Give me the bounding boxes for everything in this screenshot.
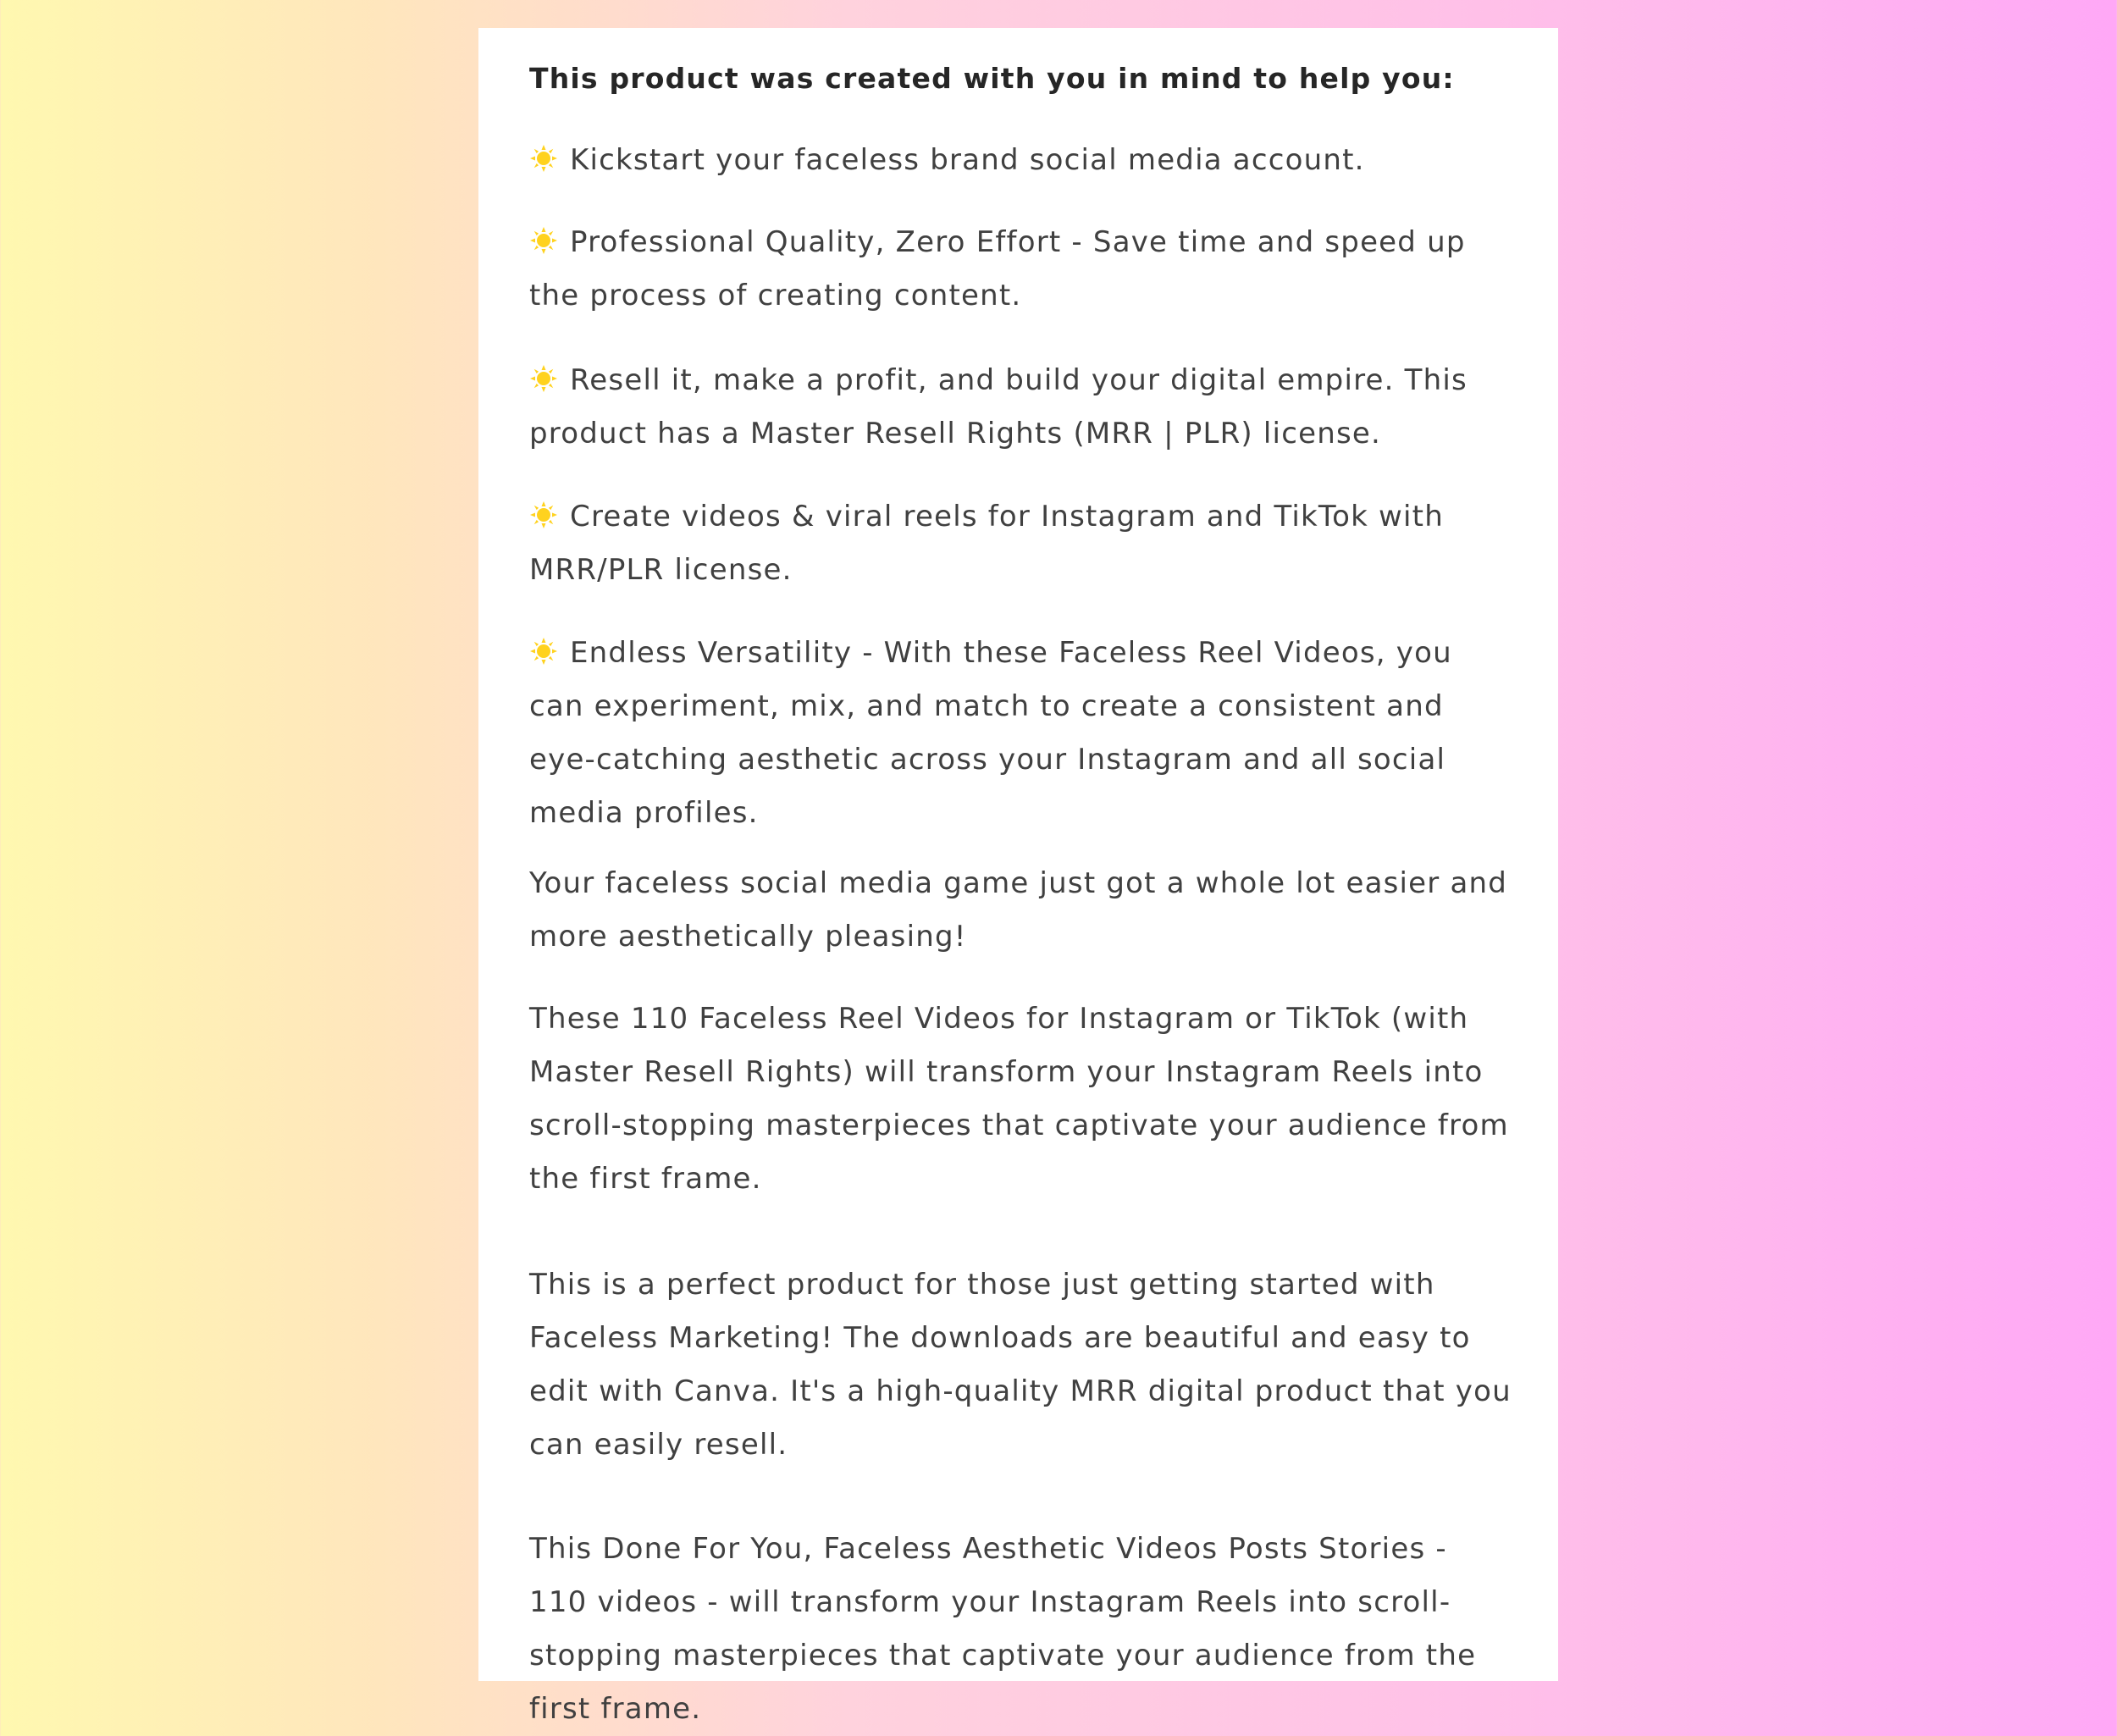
sun-icon: [529, 144, 558, 173]
bullet-item: [529, 216, 1512, 323]
bullet-text: Create videos & viral reels for Instagram and TikTok with MRR/PLR license.: [529, 500, 1444, 587]
bullet-item: [529, 627, 1512, 840]
body-paragraph: Your faceless social media game just got a whole lot easier and more aesthetically pleasing!: [529, 866, 1508, 954]
bullet-item: [529, 490, 1512, 597]
bullet-text: Endless Versatility - With these Faceless Reel Videos, you can experiment, mix, and match to create a consistent and eye-catching aesthetic across your Instagram and all social media profiles.: [529, 636, 1452, 830]
sun-icon: [529, 637, 558, 666]
body-paragraph: These 110 Faceless Reel Videos for Instagram or TikTok (with Master Resell Rights) will transform your Instagram Reels into scroll-stopping masterpieces that captivate your audience from the first frame.: [529, 1002, 1509, 1196]
body-paragraph: This is a perfect product for those just getting started with Faceless Marketing! The downloads are beautiful and easy to edit with Canva. It's a high-quality MRR digital product that you can easily resell.: [529, 1268, 1512, 1462]
sun-icon: [529, 500, 558, 529]
bullet-item: [529, 134, 1512, 187]
intro-heading: This product was created with you in mind to help you:: [529, 62, 1455, 95]
bullet-item: [529, 354, 1512, 461]
bullet-text: Professional Quality, Zero Effort - Save time and speed up the process of creating content.: [529, 225, 1466, 312]
bullet-text: Kickstart your faceless brand social media account.: [570, 143, 1365, 177]
product-description-card: [478, 28, 1558, 1726]
bullet-text: Resell it, make a profit, and build your digital empire. This product has a Master Resell Rights (MRR | PLR) license.: [529, 363, 1468, 451]
sun-icon: [529, 364, 558, 393]
sun-icon: [529, 226, 558, 255]
body-paragraph: This Done For You, Faceless Aesthetic Videos Posts Stories - 110 videos - will transform your Instagram Reels into scroll-stopping masterpieces that captivate your audience from the first frame.: [529, 1532, 1477, 1726]
